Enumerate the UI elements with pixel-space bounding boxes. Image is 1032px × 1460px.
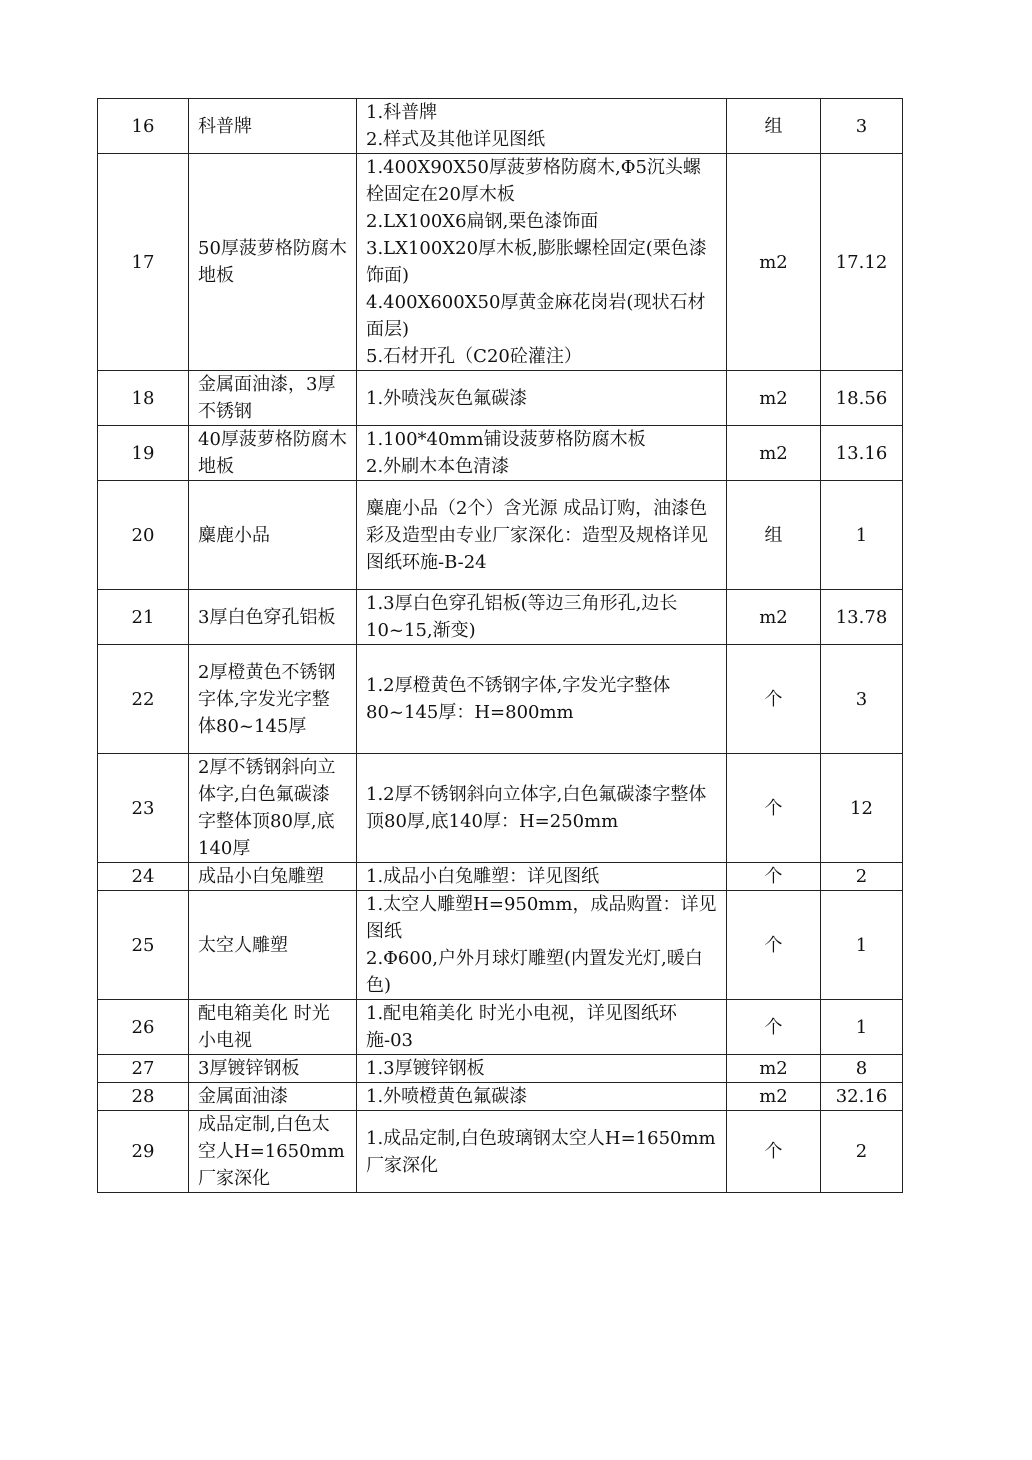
item-name-cell: 金属面油漆 bbox=[189, 1083, 357, 1111]
item-number-cell: 23 bbox=[98, 754, 189, 863]
item-name-cell: 成品定制,白色太空人H=1650mm厂家深化 bbox=[189, 1111, 357, 1193]
item-description-cell bbox=[357, 645, 727, 754]
item-number-cell: 21 bbox=[98, 590, 189, 645]
item-description-cell bbox=[357, 1055, 727, 1083]
item-quantity-cell: 32.16 bbox=[821, 1083, 903, 1111]
description-line: 1.400X90X50厚菠萝格防腐木,Φ5沉头螺栓固定在20厚木板 bbox=[366, 157, 701, 205]
item-name-cell: 太空人雕塑 bbox=[189, 891, 357, 1000]
item-unit-cell: m2 bbox=[727, 590, 821, 645]
table-row bbox=[98, 371, 903, 426]
table-row bbox=[98, 154, 903, 371]
item-unit-cell: 个 bbox=[727, 1111, 821, 1193]
table-row bbox=[98, 1000, 903, 1055]
item-name-cell: 金属面油漆，3厚不锈钢 bbox=[189, 371, 357, 426]
item-quantity-cell: 17.12 bbox=[821, 154, 903, 371]
table-row bbox=[98, 863, 903, 891]
item-unit-cell: m2 bbox=[727, 426, 821, 481]
description-line: 1.配电箱美化 时光小电视，详见图纸环施-03 bbox=[366, 1003, 677, 1051]
item-description-cell bbox=[357, 154, 727, 371]
item-description-cell bbox=[357, 754, 727, 863]
description-line: 1.3厚白色穿孔铝板(等边三角形孔,边长10~15,渐变) bbox=[366, 593, 678, 641]
table-row bbox=[98, 426, 903, 481]
description-line: 2.外刷木本色清漆 bbox=[366, 456, 510, 477]
bill-of-quantities-table bbox=[97, 98, 903, 1193]
item-quantity-cell: 2 bbox=[821, 1111, 903, 1193]
item-quantity-cell: 3 bbox=[821, 99, 903, 154]
item-description-cell bbox=[357, 891, 727, 1000]
item-description-cell bbox=[357, 426, 727, 481]
item-unit-cell: 个 bbox=[727, 645, 821, 754]
item-number-cell: 25 bbox=[98, 891, 189, 1000]
item-number-cell: 19 bbox=[98, 426, 189, 481]
table-row bbox=[98, 754, 903, 863]
item-quantity-cell: 13.16 bbox=[821, 426, 903, 481]
description-line: 3.LX100X20厚木板,膨胀螺栓固定(栗色漆饰面) bbox=[366, 238, 707, 286]
item-number-cell: 29 bbox=[98, 1111, 189, 1193]
item-unit-cell: m2 bbox=[727, 1083, 821, 1111]
item-name-cell: 3厚白色穿孔铝板 bbox=[189, 590, 357, 645]
item-number-cell: 20 bbox=[98, 481, 189, 590]
item-name-cell: 成品小白兔雕塑 bbox=[189, 863, 357, 891]
item-unit-cell: 个 bbox=[727, 754, 821, 863]
item-quantity-cell: 1 bbox=[821, 891, 903, 1000]
item-unit-cell: m2 bbox=[727, 154, 821, 371]
description-line: 1.成品定制,白色玻璃钢太空人H=1650mm厂家深化 bbox=[366, 1127, 716, 1176]
table-body bbox=[98, 99, 903, 1193]
item-quantity-cell: 8 bbox=[821, 1055, 903, 1083]
item-description-cell bbox=[357, 1111, 727, 1193]
item-description-cell bbox=[357, 481, 727, 590]
item-number-cell: 27 bbox=[98, 1055, 189, 1083]
description-line: 1.太空人雕塑H=950mm，成品购置：详见图纸 bbox=[366, 894, 717, 942]
item-number-cell: 16 bbox=[98, 99, 189, 154]
item-number-cell: 28 bbox=[98, 1083, 189, 1111]
item-description-cell bbox=[357, 1000, 727, 1055]
table-row bbox=[98, 645, 903, 754]
table-row bbox=[98, 590, 903, 645]
table-row bbox=[98, 891, 903, 1000]
item-quantity-cell: 13.78 bbox=[821, 590, 903, 645]
item-number-cell: 22 bbox=[98, 645, 189, 754]
item-name-cell: 3厚镀锌钢板 bbox=[189, 1055, 357, 1083]
description-line: 4.400X600X50厚黄金麻花岗岩(现状石材面层) bbox=[366, 292, 706, 340]
table-row bbox=[98, 99, 903, 154]
item-quantity-cell: 3 bbox=[821, 645, 903, 754]
item-quantity-cell: 12 bbox=[821, 754, 903, 863]
item-number-cell: 17 bbox=[98, 154, 189, 371]
item-number-cell: 18 bbox=[98, 371, 189, 426]
item-quantity-cell: 18.56 bbox=[821, 371, 903, 426]
description-line: 1.成品小白兔雕塑：详见图纸 bbox=[366, 866, 600, 887]
table-row bbox=[98, 1111, 903, 1193]
description-line: 1.100*40mm铺设菠萝格防腐木板 bbox=[366, 429, 646, 450]
description-line: 5.石材开孔（C20砼灌注） bbox=[366, 346, 582, 367]
table-row bbox=[98, 1083, 903, 1111]
description-line: 1.科普牌 bbox=[366, 102, 438, 123]
item-quantity-cell: 1 bbox=[821, 481, 903, 590]
description-line: 1.外喷浅灰色氟碳漆 bbox=[366, 387, 528, 409]
item-unit-cell: m2 bbox=[727, 1055, 821, 1083]
item-quantity-cell: 1 bbox=[821, 1000, 903, 1055]
item-name-cell: 40厚菠萝格防腐木地板 bbox=[189, 426, 357, 481]
item-description-cell bbox=[357, 1083, 727, 1111]
item-name-cell: 科普牌 bbox=[189, 99, 357, 154]
item-quantity-cell: 2 bbox=[821, 863, 903, 891]
item-unit-cell: 组 bbox=[727, 481, 821, 590]
item-unit-cell: 个 bbox=[727, 1000, 821, 1055]
description-line: 1.2厚不锈钢斜向立体字,白色氟碳漆字整体顶80厚,底140厚：H=250mm bbox=[366, 784, 707, 832]
item-number-cell: 26 bbox=[98, 1000, 189, 1055]
item-name-cell: 配电箱美化 时光小电视 bbox=[189, 1000, 357, 1055]
description-line: 1.外喷橙黄色氟碳漆 bbox=[366, 1086, 528, 1107]
table-row bbox=[98, 1055, 903, 1083]
item-description-cell bbox=[357, 99, 727, 154]
description-line: 2.LX100X6扁钢,栗色漆饰面 bbox=[366, 211, 599, 232]
item-unit-cell: 个 bbox=[727, 863, 821, 891]
description-line: 1.3厚镀锌钢板 bbox=[366, 1058, 485, 1079]
item-name-cell: 50厚菠萝格防腐木地板 bbox=[189, 154, 357, 371]
item-description-cell bbox=[357, 371, 727, 426]
item-name-cell: 2厚橙黄色不锈钢字体,字发光字整体80~145厚 bbox=[189, 645, 357, 754]
item-unit-cell: 组 bbox=[727, 99, 821, 154]
description-line: 1.2厚橙黄色不锈钢字体,字发光字整体80~145厚：H=800mm bbox=[366, 675, 671, 723]
description-line: 2.Φ600,户外月球灯雕塑(内置发光灯,暖白色) bbox=[366, 948, 703, 996]
table-row bbox=[98, 481, 903, 590]
item-description-cell bbox=[357, 590, 727, 645]
item-number-cell: 24 bbox=[98, 863, 189, 891]
item-unit-cell: m2 bbox=[727, 371, 821, 426]
item-unit-cell: 个 bbox=[727, 891, 821, 1000]
item-description-cell bbox=[357, 863, 727, 891]
description-line: 麋鹿小品（2个）含光源 成品订购，油漆色彩及造型由专业厂家深化：造型及规格详见图纸环施-B-24 bbox=[366, 497, 708, 573]
item-name-cell: 麋鹿小品 bbox=[189, 481, 357, 590]
item-name-cell: 2厚不锈钢斜向立体字,白色氟碳漆字整体顶80厚,底140厚 bbox=[189, 754, 357, 863]
description-line: 2.样式及其他详见图纸 bbox=[366, 129, 546, 150]
